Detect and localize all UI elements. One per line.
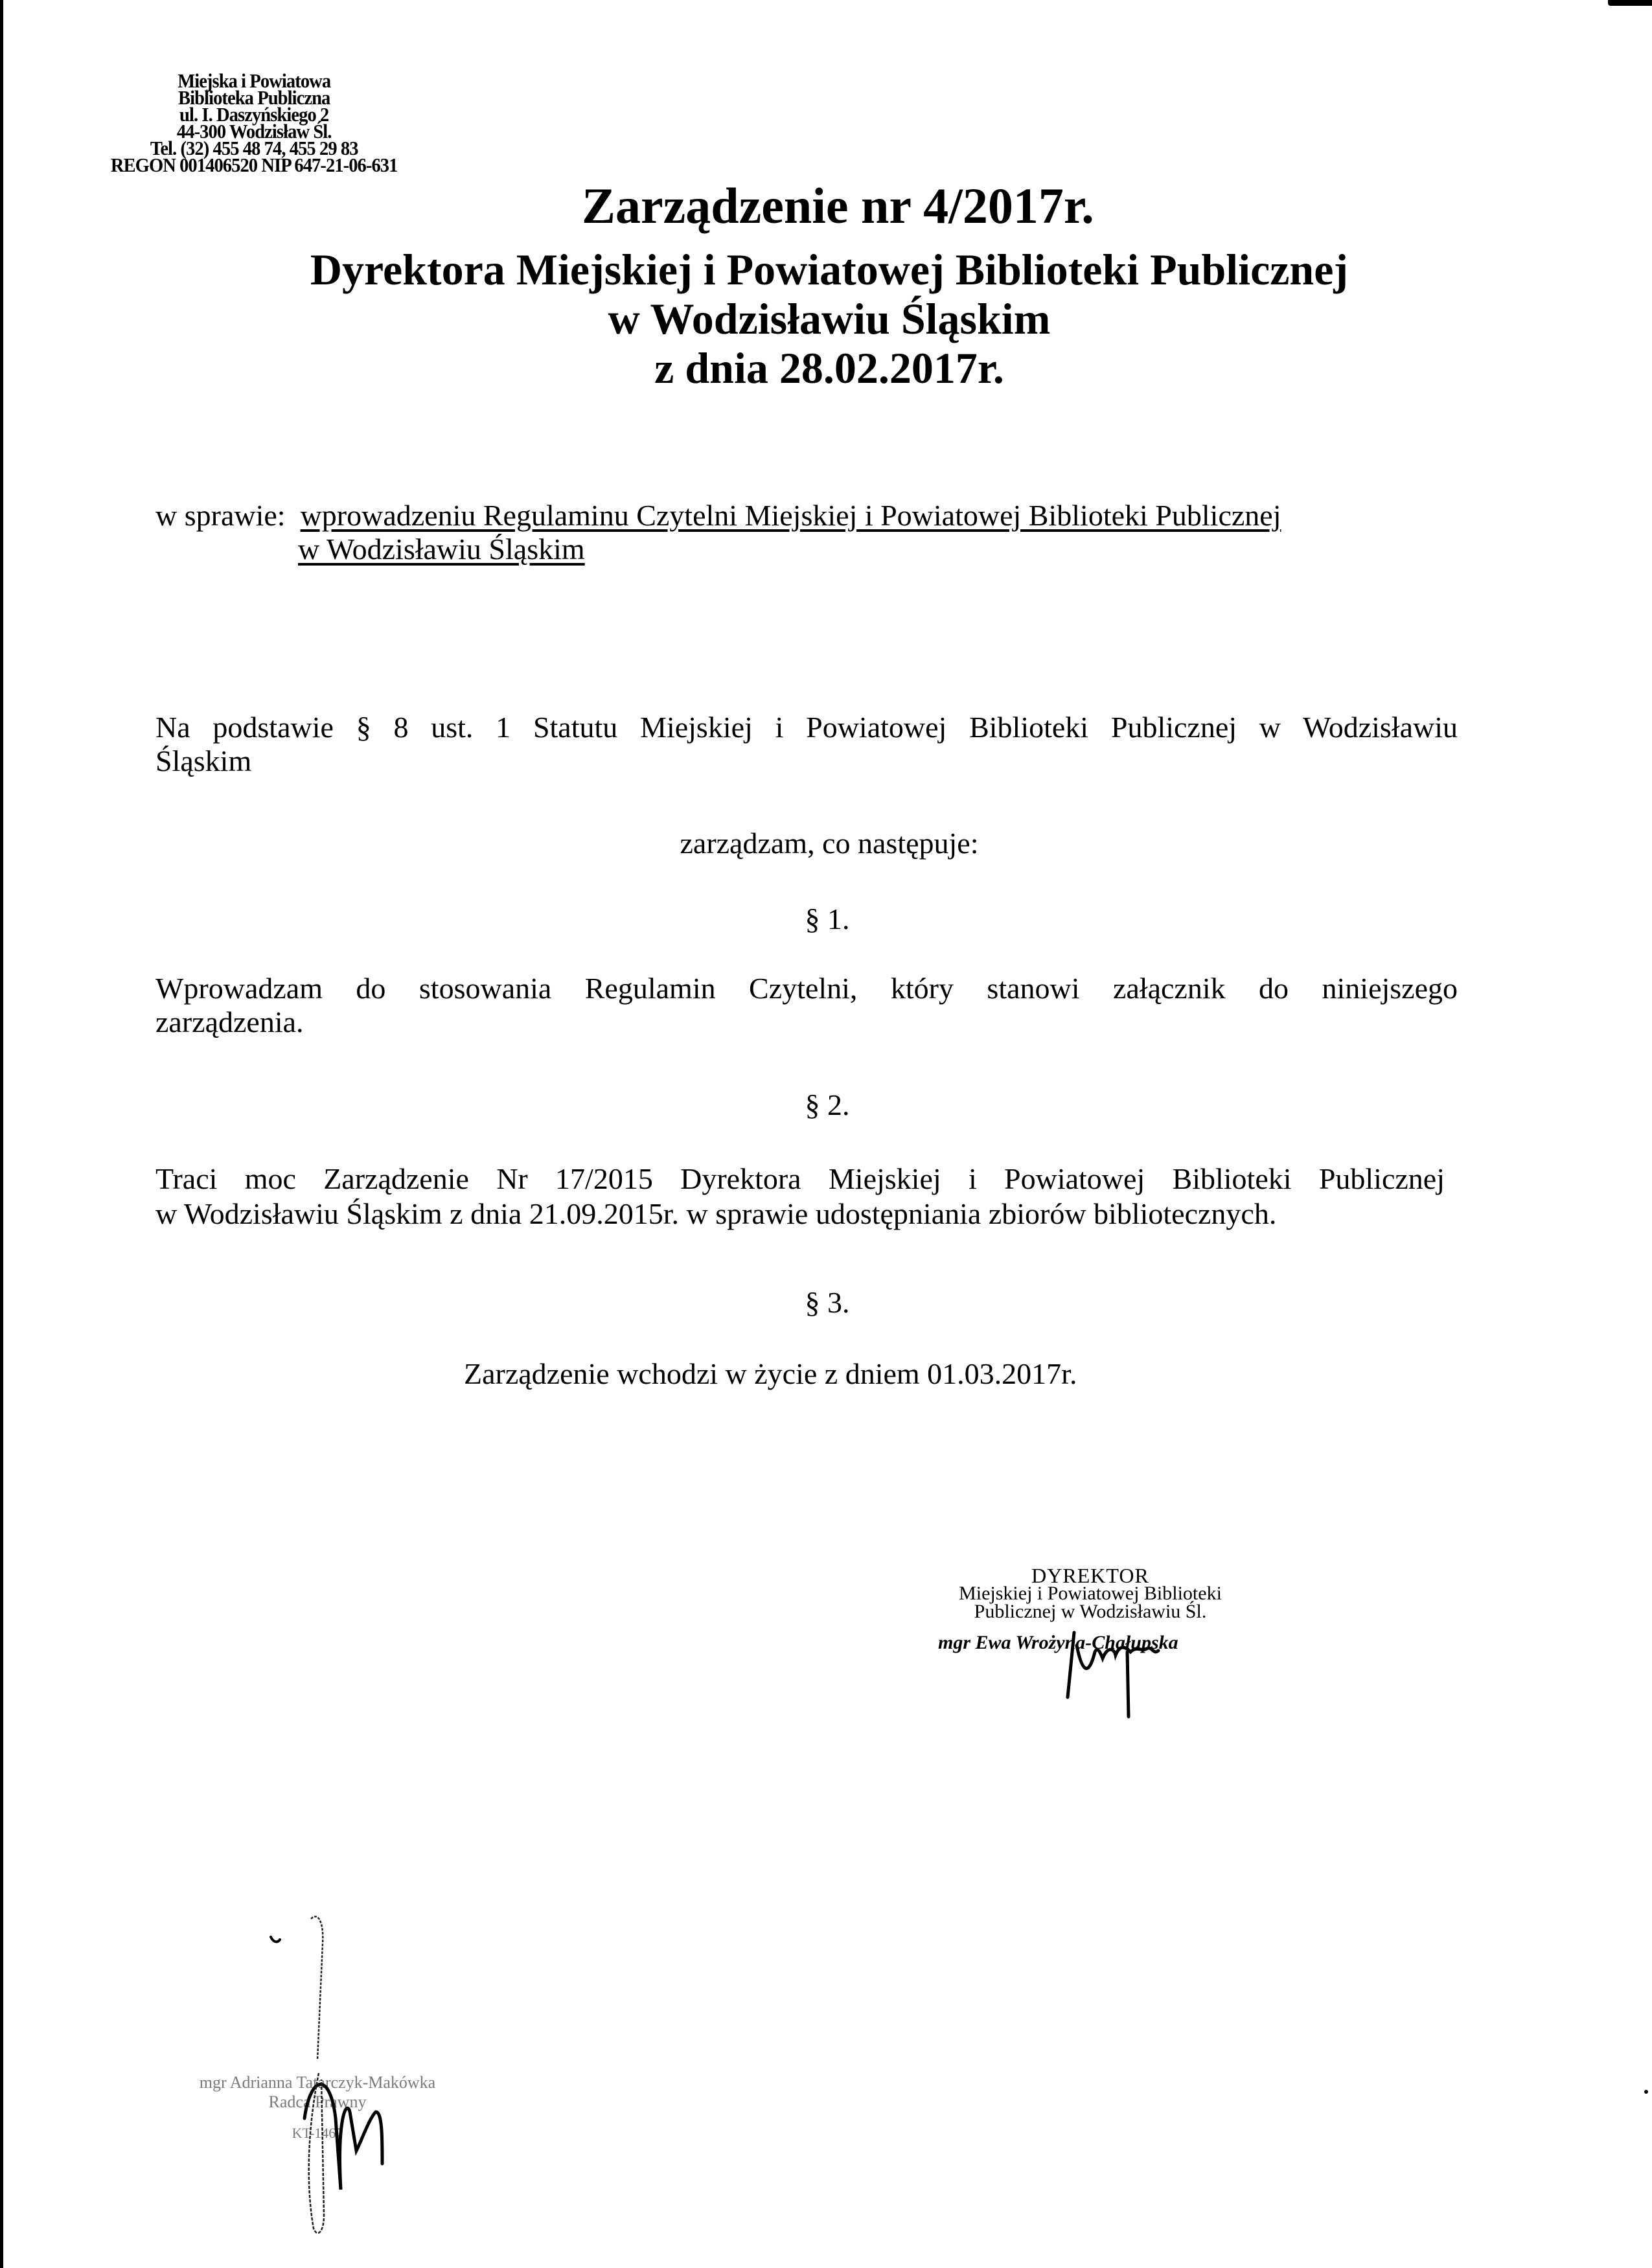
decree-intro: zarządzam, co następuje: xyxy=(680,827,979,860)
subject-text: wprowadzeniu Regulaminu Czytelni Miejskiej i Powiatowej Biblioteki Publicznej xyxy=(300,499,1281,532)
stamp-line: REGON 001406520 NIP 647-21-06-631 xyxy=(110,154,398,176)
legal-advisor-name: mgr Adrianna Tatarczyk-Makówka xyxy=(199,2073,436,2092)
director-institution-line2: Publicznej w Wodzisławiu Śl. xyxy=(974,1601,1207,1622)
section-3-line1: Zarządzenie wchodzi w życie z dniem 01.03.2017r. xyxy=(464,1357,1077,1390)
subtitle-city: w Wodzisławiu Śląskim xyxy=(608,294,1051,343)
stamp-line: Tel. (32) 455 48 74, 455 29 83 xyxy=(150,137,358,159)
section-1-line2: zarządzenia. xyxy=(155,1005,304,1038)
stamp-line: 44-300 Wodzisław Śl. xyxy=(176,120,332,143)
subject-label: w sprawie: xyxy=(155,499,286,532)
subject-text-continued: w Wodzisławiu Śląskim xyxy=(298,533,585,566)
stamp-line: ul. I. Daszyńskiego 2 xyxy=(179,103,329,126)
section-2-line1: Traci moc Zarządzenie Nr 17/2015 Dyrektora Miejskiej i Powiatowej Biblioteki Publicznej xyxy=(155,1162,1445,1195)
legal-basis-line1: Na podstawie § 8 ust. 1 Statutu Miejskiej i Powiatowej Biblioteki Publicznej w Wodzisławiu xyxy=(155,711,1458,744)
section-1-marker: § 1. xyxy=(805,902,850,935)
document-title: Zarządzenie nr 4/2017r. xyxy=(582,178,1094,234)
director-signature-scribble-icon xyxy=(1062,1620,1218,1723)
scan-dot-right xyxy=(1644,2090,1648,2094)
stamp-line: Miejska i Powiatowa xyxy=(178,69,331,92)
subject-line xyxy=(155,499,1281,533)
letterhead-stamp xyxy=(84,69,424,176)
subtitle-issuer: Dyrektora Miejskiej i Powiatowej Biblioteki Publicznej xyxy=(310,245,1349,294)
director-institution-line1: Miejskiej i Powiatowej Biblioteki xyxy=(959,1583,1222,1604)
legal-advisor-role: Radca Prawny xyxy=(268,2092,367,2111)
legal-advisor-reg: KT-1467 xyxy=(292,2125,343,2141)
scan-mark-top-right xyxy=(1608,0,1652,6)
subtitle-date: z dnia 28.02.2017r. xyxy=(654,343,1004,393)
legal-advisor-signature-scribble-icon xyxy=(259,1905,428,2241)
stamp-line: Biblioteka Publiczna xyxy=(178,86,330,109)
director-title: DYREKTOR xyxy=(1031,1564,1149,1587)
section-2-line2: w Wodzisławiu Śląskim z dnia 21.09.2015r. w sprawie udostępniania zbiorów bibliotecznych. xyxy=(155,1197,1277,1230)
document-subtitle xyxy=(0,245,1652,393)
legal-basis-line2: Śląskim xyxy=(155,744,252,777)
section-2-marker: § 2. xyxy=(805,1088,850,1121)
director-name: mgr Ewa Wrożyna-Chałupska xyxy=(938,1632,1178,1653)
section-3-marker: § 3. xyxy=(805,1286,850,1319)
section-1-line1: Wprowadzam do stosowania Regulamin Czytelni, który stanowi załącznik do niniejszego xyxy=(155,972,1458,1005)
